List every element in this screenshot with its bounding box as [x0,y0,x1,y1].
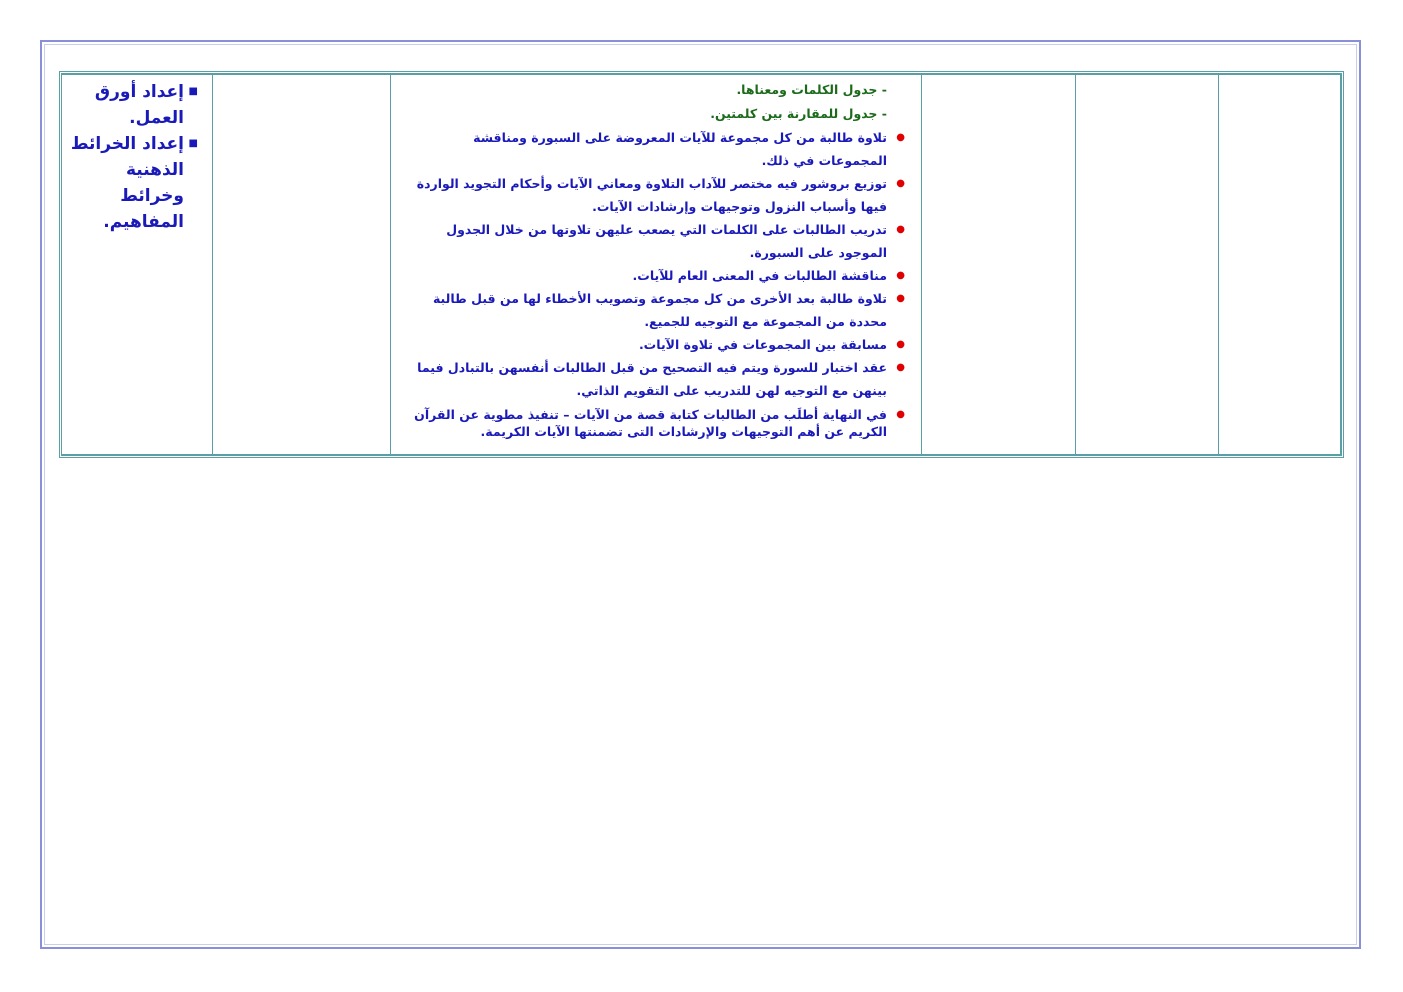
list-item [403,356,909,402]
dash-line-item: - جدول الكلمات ومعناها. [403,78,887,102]
list-item [66,79,198,131]
bullet-dot-icon: ● [896,339,905,350]
activity-text: مسابقة بين المجموعات في تلاوة الآيات. [638,337,887,352]
activity-bullets [403,126,909,440]
activity-text: مناقشة الطالبات في المعنى العام للآيات. [632,268,887,283]
activity-text: تدريب الطالبات على الكلمات التي يصعب عليهن تلاوتها من خلال الجدول الموجود على السبورة. [446,222,887,260]
list-item [403,126,909,172]
bullet-dot-icon: ● [896,270,905,281]
activities-list [391,75,921,440]
cell-empty-3 [922,75,1076,455]
list-item [403,264,909,287]
cell-empty-4 [213,75,391,455]
preparation-text: إعداد أورق العمل. [94,82,184,128]
lesson-plan-grid [61,74,1341,455]
bullet-dot-icon: ● [896,178,905,189]
activity-text: عقد اختبار للسورة ويتم فيه التصحيح من قبل الطالبات أنفسهن بالتبادل فيما بينهن مع التوجيه لهن للتدريب على التقويم الذاتي. [417,360,887,398]
cell-preparation [62,75,213,455]
cell-empty-2 [1076,75,1219,455]
list-item [403,406,909,440]
lesson-plan-table [59,71,1344,458]
square-bullet-icon: ■ [188,86,198,97]
table-row [62,75,1341,455]
bullet-dot-icon: ● [896,224,905,235]
bullet-dot-icon: ● [896,293,905,304]
cell-activities [391,75,922,455]
list-item [403,218,909,264]
bullet-dot-icon: ● [896,409,905,420]
square-bullet-icon: ■ [188,138,198,149]
cell-empty-1 [1219,75,1341,455]
list-item [403,287,909,333]
activity-text: تلاوة طالبة بعد الأخرى من كل مجموعة وتصويب الأخطاء لها من قبل طالبة محددة من المجموعة مع التوجيه للجميع. [432,291,887,329]
bullet-dot-icon: ● [896,362,905,373]
list-item [66,131,198,235]
preparation-text: إعداد الخرائط الذهنية وخرائط المفاهيم. [70,134,184,232]
list-item [403,333,909,356]
activity-text: توزيع بروشور فيه مختصر للآداب التلاوة ومعاني الآيات وأحكام التجويد الواردة فيها وأسباب النزول وتوجيهات وإرشادات الآيات. [416,176,887,214]
list-item [403,172,909,218]
activity-text: في النهاية أطلَب من الطالبات كتابة قصة من الآيات – تنفيذ مطوية عن القرآن الكريم عن أهم التوجيهات والإرشادات التى تضمنتها الآيات الكريمة. [414,407,887,439]
activity-text: تلاوة طالبة من كل مجموعة للآيات المعروضة على السبورة ومناقشة المجموعات في ذلك. [473,130,887,168]
preparation-list [62,75,212,235]
dash-line-item: - جدول للمقارنة بين كلمتين. [403,102,887,126]
preparation-items [66,79,198,235]
bullet-dot-icon: ● [896,132,905,143]
